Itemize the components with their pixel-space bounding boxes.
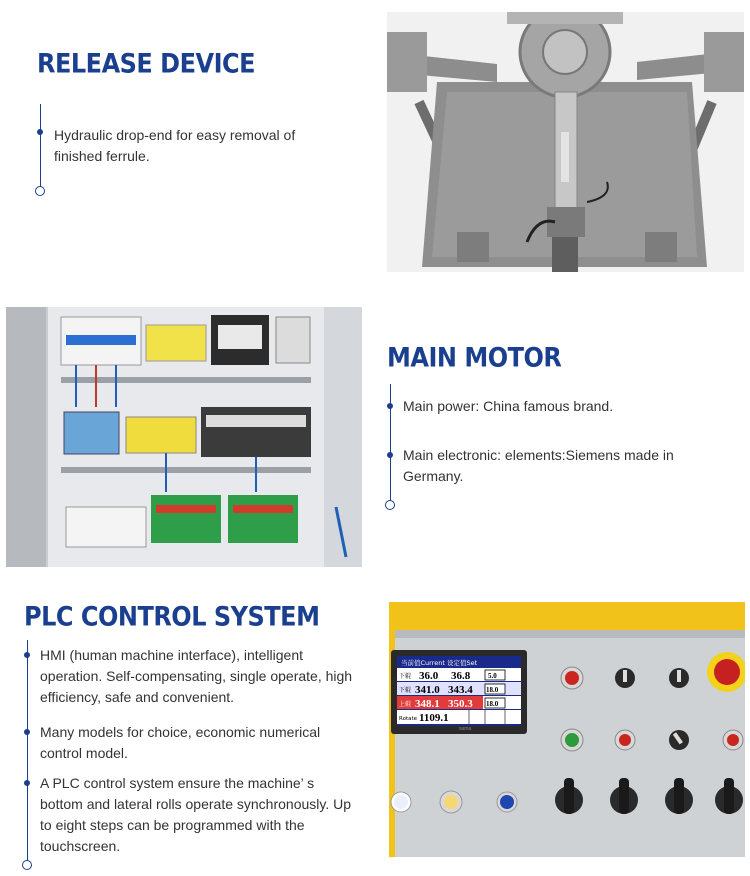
hmi-bottom-value: 1109.1 — [419, 712, 449, 724]
release-device-photo — [387, 12, 744, 272]
svg-text:sama: sama — [459, 726, 472, 732]
main-motor-text-1: Main power: China famous brand. — [403, 398, 614, 414]
plc-text-3: A PLC control system ensure the machine’ s bottom and lateral rolls operate synchronously. Up to eight steps can be programmed with the touchscreen. — [40, 775, 352, 854]
hmi-row2-current: 341.0 — [415, 684, 440, 696]
bullet-dot — [387, 403, 393, 409]
bullet-dot — [24, 652, 30, 658]
hmi-row1-current: 36.0 — [419, 670, 439, 682]
bullet-dot — [24, 780, 30, 786]
timeline-line — [40, 104, 41, 188]
bullet-dot — [37, 129, 43, 135]
hmi-row3-current2: 350.3 — [448, 698, 473, 710]
timeline-line — [27, 640, 28, 862]
bullet-dot — [24, 729, 30, 735]
hmi-row3-label: 上辊 — [399, 701, 412, 708]
timeline-end-ring — [385, 500, 395, 510]
hmi-row1-set: 5.0 — [488, 672, 497, 680]
hmi-row2-label: 下辊 — [399, 687, 412, 694]
hmi-row1-label: 下辊 — [399, 673, 412, 680]
hmi-bottom-label: Rotate — [399, 716, 418, 722]
plc-text-1: HMI (human machine interface), intelligent operation. Self-compensating, single operate, high efficiency, safe and convenient. — [40, 647, 353, 705]
hmi-row3-set: 18.0 — [486, 700, 499, 708]
timeline-end-ring — [22, 860, 32, 870]
hmi-row1-current2: 36.8 — [451, 670, 471, 682]
timeline-end-ring — [35, 186, 45, 196]
section-title-plc-control-system: PLC CONTROL SYSTEM — [24, 601, 320, 633]
release-device-text: Hydraulic drop-end for easy removal of finished ferrule. — [54, 127, 296, 164]
hmi-row2-set: 18.0 — [486, 686, 499, 694]
timeline-line — [390, 384, 391, 502]
plc-text-2: Many models for choice, economic numerical control model. — [40, 724, 321, 761]
bullet-dot — [387, 452, 393, 458]
hmi-row3-current: 348.1 — [415, 698, 440, 710]
section-title-main-motor: MAIN MOTOR — [387, 342, 562, 374]
section-title-release-device: RELEASE DEVICE — [37, 48, 255, 80]
main-motor-text-2: Main electronic: elements:Siemens made in Germany. — [403, 447, 674, 484]
control-panel-photo — [389, 602, 745, 857]
electrical-cabinet-photo — [6, 307, 362, 567]
hmi-header: 当前值Current 设定值Set — [401, 659, 478, 667]
hmi-row2-current2: 343.4 — [448, 684, 473, 696]
